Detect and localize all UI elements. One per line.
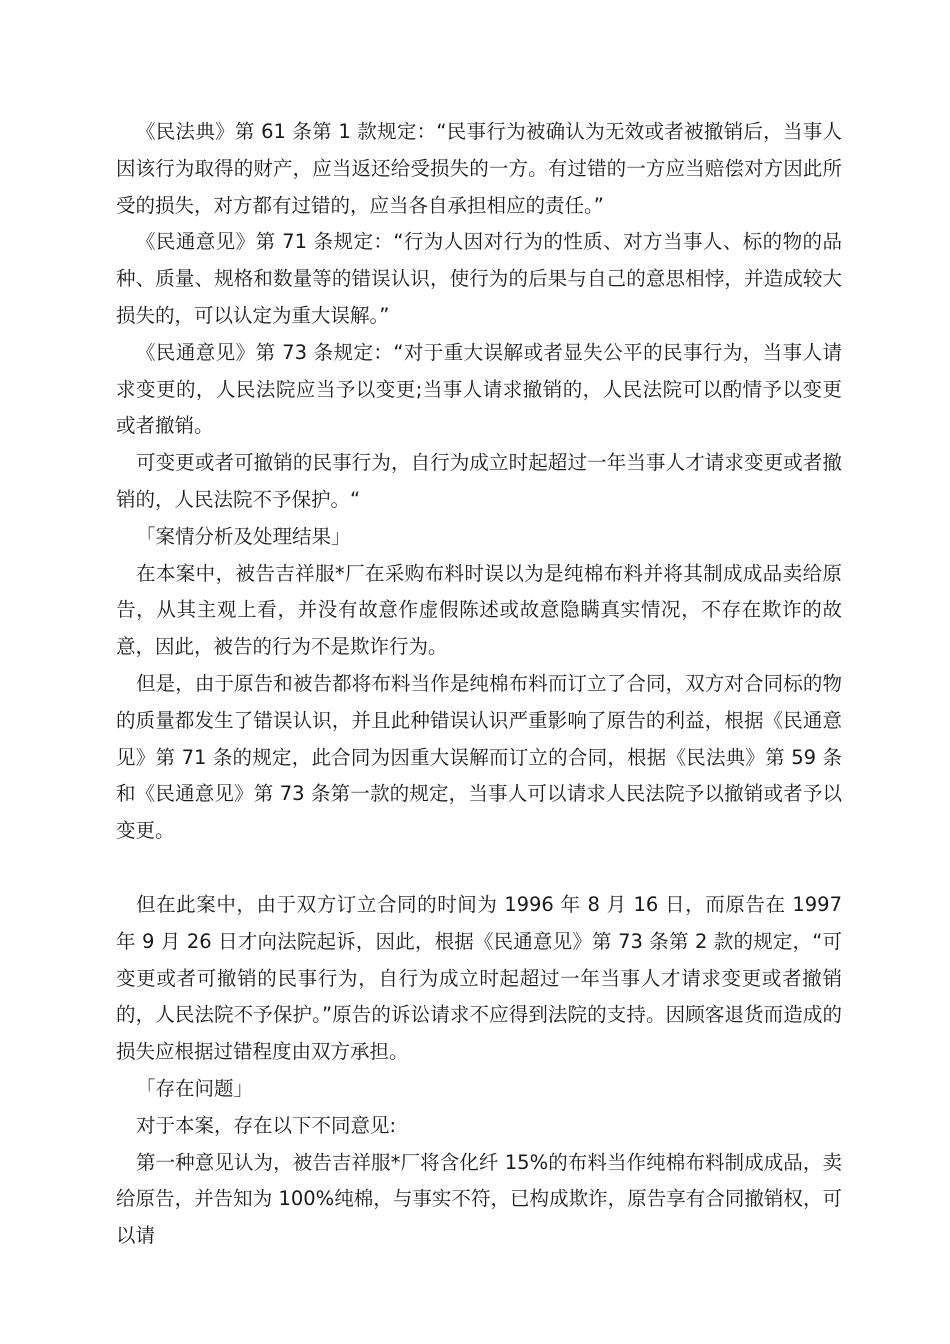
paragraph-voidable-acts: 可变更或者可撤销的民事行为，自行为成立时起超过一年当事人才请求变更或者撤销的，人民法院不予保护。“ — [116, 451, 842, 511]
paragraph-time-limit: 但在此案中，由于双方订立合同的时间为 1996 年 8 月 16 日，而原告在 1997 年 9 月 26 日才向法院起诉，因此，根据《民通意见》第 73 条第 2 款的规定，“可变更或者可撤销的民事行为，自行为成立时起超过一年当事人才请求变更或者撤销的，人民法院不予保护。”原告的诉讼请求不应得到法院的支持。因顾客退货而造成的损失应根据过错程度由双方承担。 — [116, 892, 842, 1064]
paragraph-opinions-article-71: 《民通意见》第 71 条规定：“行为人因对行为的性质、对方当事人、标的物的品种、质量、规格和数量等的错误认识，使行为的后果与自己的意思相悖，并造成较大损失的，可以认定为重大误解。” — [116, 230, 842, 327]
paragraph-major-misunderstanding: 但是，由于原告和被告都将布料当作是纯棉布料而订立了合同，双方对合同标的物的质量都发生了错误认识，并且此种错误认识严重影响了原告的利益，根据《民通意见》第 71 条的规定，此合同为因重大误解而订立的合同，根据《民法典》第 59 条和《民通意见》第 73 条第一款的规定，当事人可以请求人民法院予以撤销或者予以变更。 — [116, 671, 842, 843]
paragraph-civil-code-article-61: 《民法典》第 61 条第 1 款规定：“民事行为被确认为无效或者被撤销后，当事人因该行为取得的财产，应当返还给受损失的一方。有过错的一方应当赔偿对方因此所受的损失，对方都有过错的，应当各自承担相应的责任。” — [116, 120, 842, 217]
paragraph-opinions-article-73: 《民通意见》第 73 条规定：“对于重大误解或者显失公平的民事行为，当事人请求变更的，人民法院应当予以变更;当事人请求撤销的，人民法院可以酌情予以变更或者撤销。 — [116, 340, 842, 438]
paragraph-first-opinion: 第一种意见认为，被告吉祥服*厂将含化纤 15%的布料当作纯棉布料制成成品，卖给原告，并告知为 100%纯棉，与事实不符，已构成欺诈，原告享有合同撤销权，可以请 — [116, 1150, 842, 1248]
section-heading-issues: 「存在问题」 — [136, 1076, 254, 1100]
paragraph-spacer — [116, 850, 842, 887]
section-heading-case-analysis: 「案情分析及处理结果」 — [136, 524, 351, 548]
paragraph-no-fraud: 在本案中，被告吉祥服*厂在采购布料时误以为是纯棉布料并将其制成成品卖给原告，从其主观上看，并没有故意作虚假陈述或故意隐瞒真实情况，不存在欺诈的故意，因此，被告的行为不是欺诈行为。 — [116, 561, 842, 659]
document-body — [116, 114, 842, 1255]
paragraph-issues-intro: 对于本案，存在以下不同意见: — [136, 1113, 397, 1137]
